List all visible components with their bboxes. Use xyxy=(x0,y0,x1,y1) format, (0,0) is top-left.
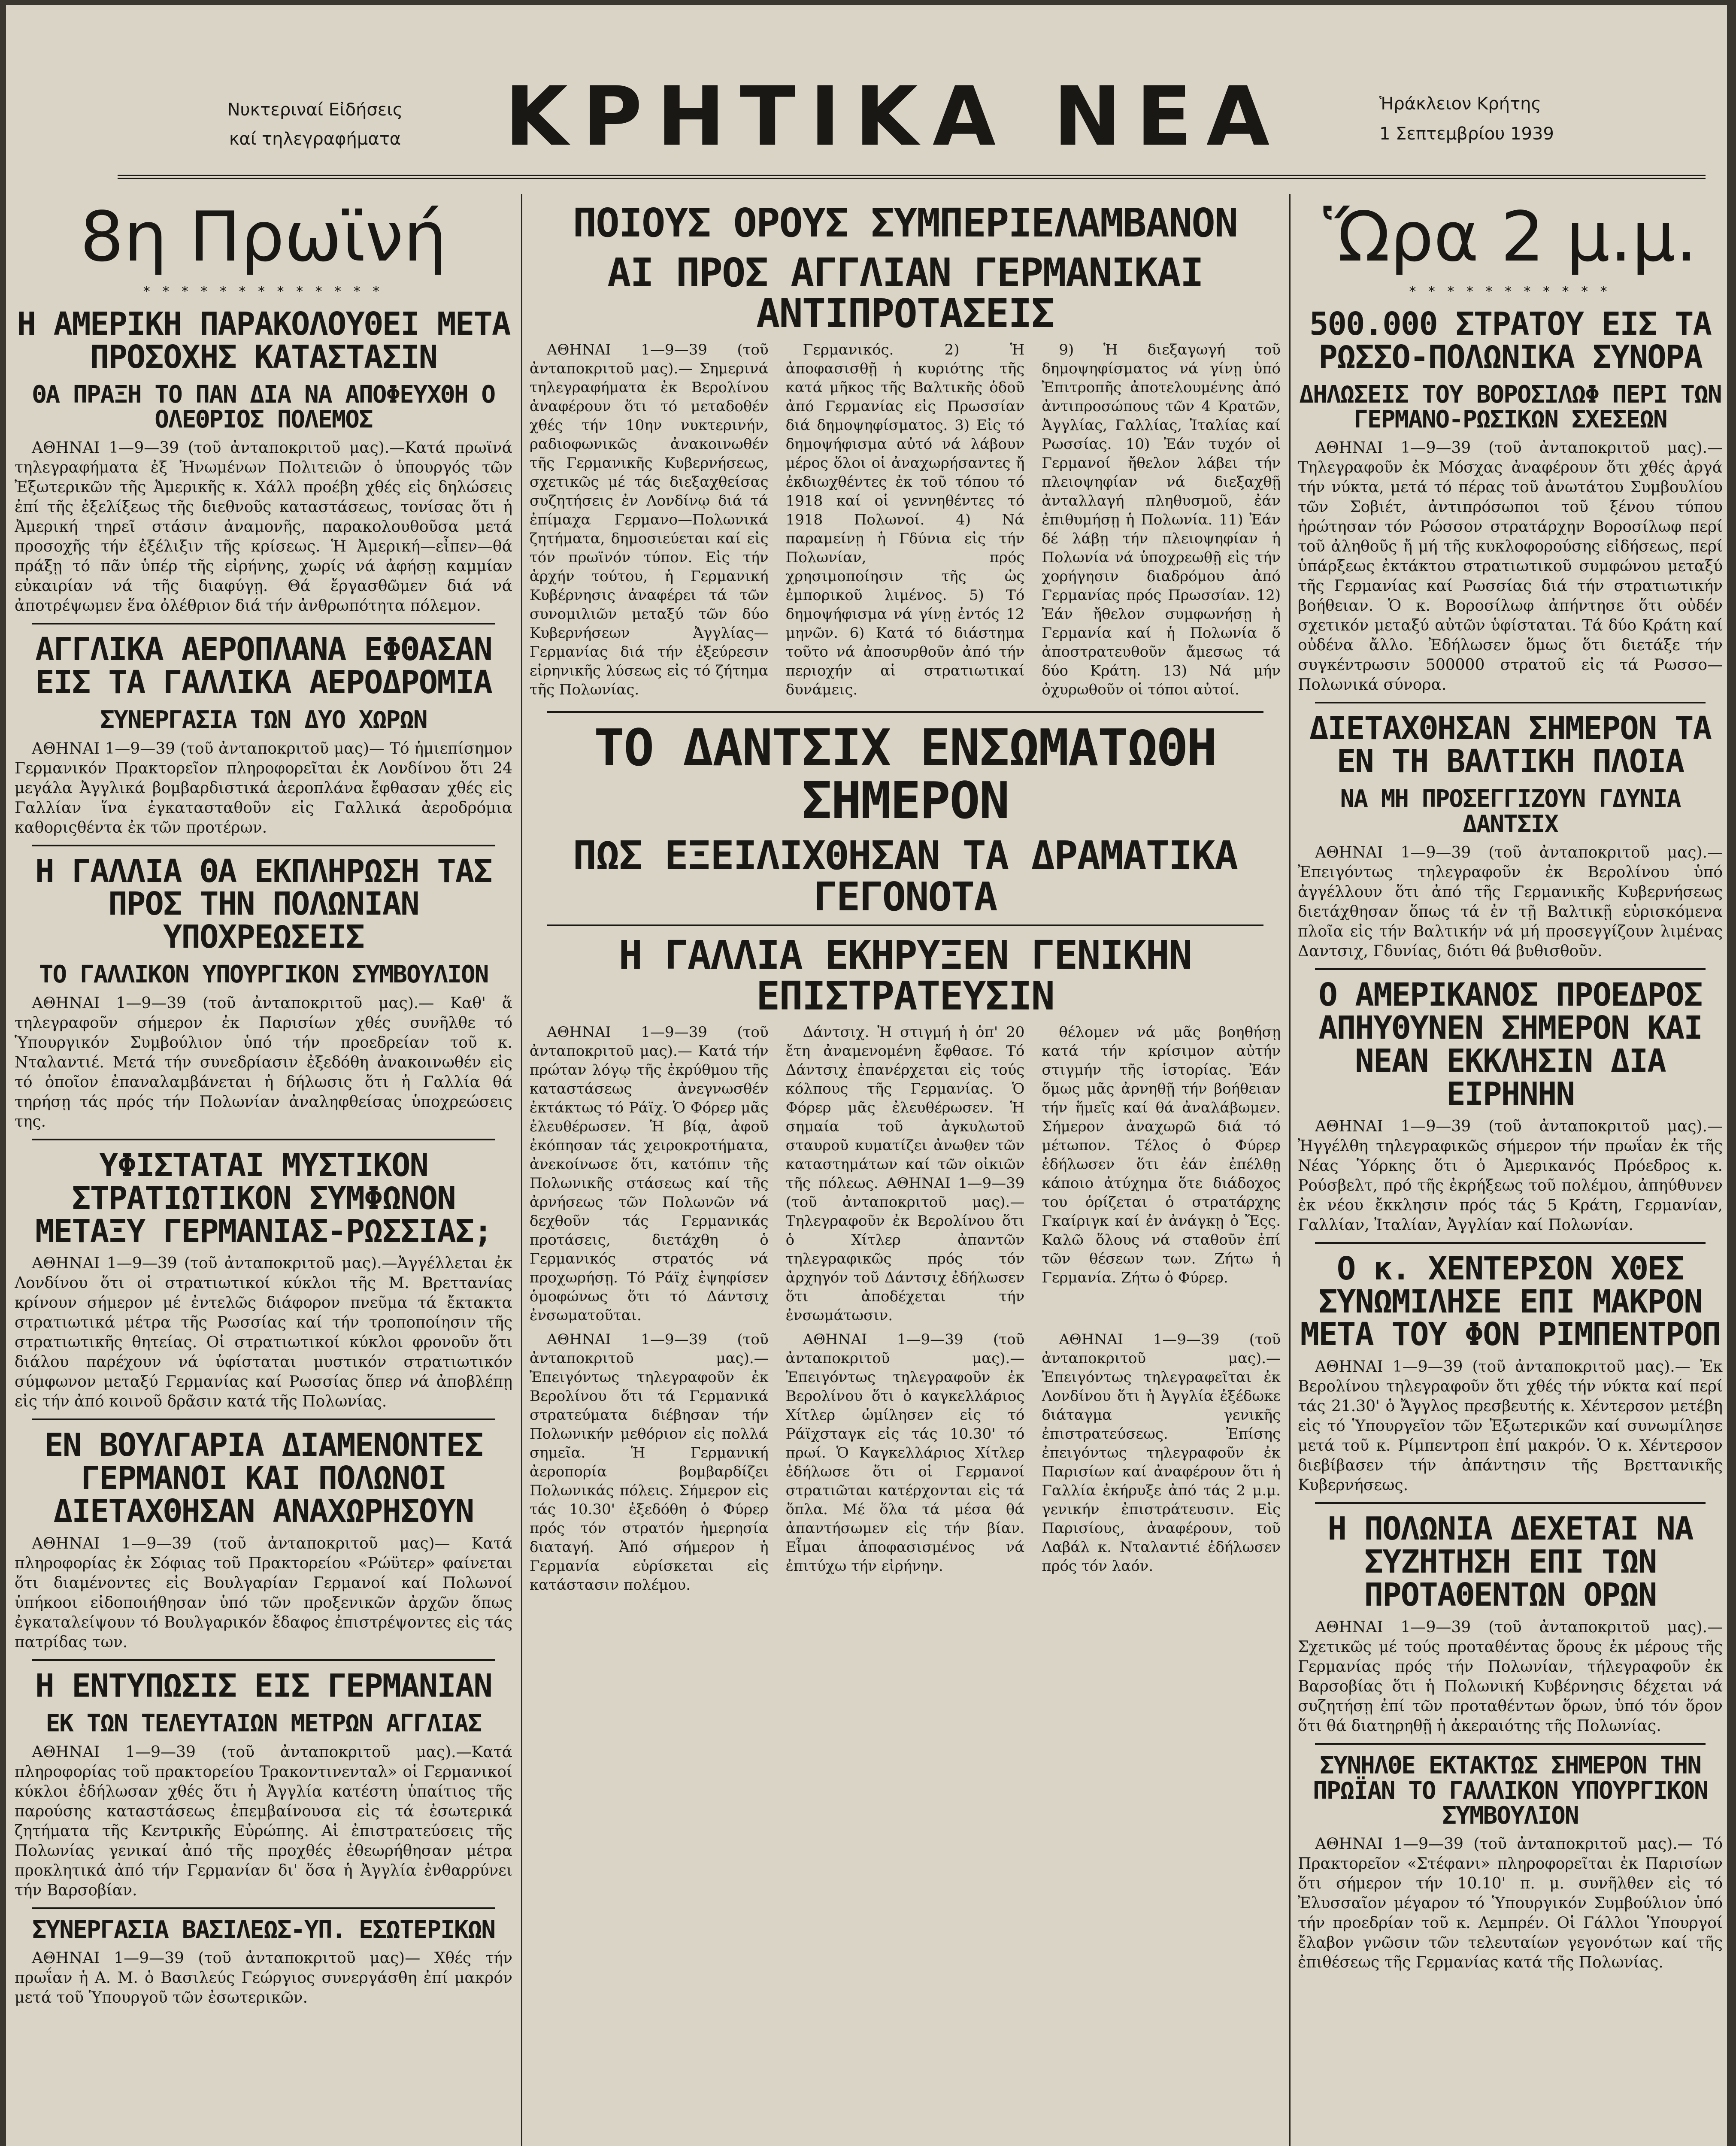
article-headline: 500.000 ΣΤΡΑΤΟΥ ΕΙΣ ΤΑ ΡΩΣΣΟ-ΠΟΛΩΝΙΚΑ ΣΥΝΟΡΑ xyxy=(1309,306,1712,376)
article-headline: Η ΓΑΛΛΙΑ ΕΚΗΡΥΞΕΝ ΓΕΝΙΚΗΝ ΕΠΙΣΤΡΑΤΕΥΣΙΝ xyxy=(618,932,1192,1019)
article-body: ΑΘΗΝΑΙ 1—9—39 (τοῦ ἀνταποκριτοῦ μας)— Κατά πληροφορίας ἐκ Σόφιας τοῦ Πρακτορείου «Ρώϋτερ» φαίνεται ὅτι διαμένοντες εἰς Βουλγαρίαν Γερμανοί καί Πολωνοί ὑπήκοοι εἰδοποιήθησαν ὑπό τῶν προξενικῶν ἀρχῶν ὅπως ἐγκαταλείψουν τό Βουλγαρικόν ἔδαφος ἐπιστρέψοντες εἰς τάς πατρίδας των. xyxy=(15,1535,512,1652)
divider xyxy=(1315,1743,1706,1745)
article-headline: ΥΦΙΣΤΑΤΑΙ ΜΥΣΤΙΚΟΝ ΣΤΡΑΤΙΩΤΙΚΟΝ ΣΥΜΦΩΝΟΝ ΜΕΤΑΞΥ ΓΕΡΜΑΝΙΑΣ-ΡΩΣΣΙΑΣ; xyxy=(35,1146,492,1250)
masthead-left-line1: Νυκτεριναί Εἰδήσεις xyxy=(227,100,403,120)
newspaper-title: ΚΡΗΤΙΚΑ ΝΕΑ xyxy=(504,69,1285,164)
masthead-date: 1 Σεπτεμβρίου 1939 xyxy=(1379,124,1554,144)
edition-kicker: Ὥρα 2 μ.μ. xyxy=(1323,197,1697,277)
article-headline: Η ΓΑΛΛΙΑ ΘΑ ΕΚΠΛΗΡΩΣΗ ΤΑΣ ΠΡΟΣ ΤΗΝ ΠΟΛΩΝΙΑΝ ΥΠΟΧΡΕΩΣΕΙΣ xyxy=(35,852,492,956)
article-body: Δάντσιχ. Ἡ στιγμή ἡ ὁπ' 20 ἔτη ἀναμενομένη ἔφθασε. Τό Δάντσιχ ἐπανέρχεται εἰς τούς κόλπους τῆς Γερμανίας. Ὁ Φόρερ μᾶς ἐλευθέρωσεν. Ἡ σημαία τοῦ ἀγκυλωτοῦ σταυροῦ κυματίζει ἀνωθεν τῶν καταστημάτων καί τῶν οἰκιῶν τῆς πόλεως. ΑΘΗΝΑΙ 1—9—39 (τοῦ ἀνταποκριτοῦ μας).— Τηλεγραφοῦν ἐκ Βερολίνου ὅτι ὁ Χίτλερ ἀπαντῶν τηλεγραφικῶς πρός τόν ἀρχηγόν τοῦ Δάντσιχ ἐδήλωσεν ὅτι ἀποδέχεται τήν ἐνσωμάτωσιν. xyxy=(785,1024,1025,1325)
divider xyxy=(547,711,1263,713)
banner-subheadline: ΠΩΣ ΕΞΕΙΛΙΧΘΗΣΑΝ ΤΑ ΔΡΑΜΑΤΙΚΑ ΓΕΓΟΝΟΤΑ xyxy=(573,833,1238,920)
article-body: ΑΘΗΝΑΙ 1—9—39 (τοῦ ἀνταποκριτοῦ μας).— Ἐπειγόντως τηλεγραφοῦν ἐκ Βερολίνου ὅτι ὁ καγκελλάριος Χίτλερ ὡμίλησεν εἰς τό Ράϊχσταγκ εἰς τάς 10.30' τό πρωί. Ὁ Καγκελλάριος Χίτλερ ἐδήλωσε ὅτι οἱ Γερμανοί στρατιῶται κατέρχονται εἰς τά ὅπλα. Μέ ὅλα τά μέσα θά ἀπαντήσωμεν εἰς τήν βίαν. Εἶμαι ἀποφασισμένος νά ἐπιτύχω τήν εἰρήνην. xyxy=(785,1331,1025,1575)
lead-article xyxy=(530,340,1281,704)
masthead-location: Ἡράκλειον Κρήτης xyxy=(1379,94,1541,114)
masthead-left-line2: καί τηλεγραφήματα xyxy=(229,129,401,149)
article-body: 9) Ἡ διεξαγωγή τοῦ δημοψηφίσματος νά γίνῃ ὑπό Ἐπιτροπῆς ἀποτελουμένης ἀπό ἀντιπροσώπους τῶν 4 Κρατῶν, Ἀγγλίας, Γαλλίας, Ἰταλίας καί Ρωσσίας. 10) Ἐάν τυχόν οἱ Γερμανοί ἤθελον λάβει τήν πλειοψηφίαν νά διεξαχθῇ ἀνταλλαγή πληθυσμοῦ, ἐάν ἐπιθυμήσῃ ἡ Πολωνία. 11) Ἐάν δέ λάβῃ τήν πλειοψηφίαν ἡ Πολωνία νά ὑποχρεωθῇ εἰς τήν χορήγησιν διαδρόμου ἀπό Γερμανίας πρός Πρωσσίαν. 12) Ἐάν ἤθελον συμφωνήσῃ ἡ Γερμανία καί ἡ Πολωνία ὅ ἀποστρατευθοῦν ἄμεσως τά δύο Κράτη. 13) Νά μήν ὀχυρωθοῦν οἱ τόποι αὐτοί. xyxy=(1042,341,1281,699)
article-headline: Ο κ. ΧΕΝΤΕΡΣΟΝ ΧΘΕΣ ΣΥΝΩΜΙΛΗΣΕ ΕΠΙ ΜΑΚΡΟΝ ΜΕΤΑ ΤΟΥ ΦΟΝ ΡΙΜΠΕΝΤΡΟΠ xyxy=(1300,1250,1721,1353)
article-headline: ΔΙΕΤΑΧΘΗΣΑΝ ΣΗΜΕΡΟΝ ΤΑ ΕΝ ΤΗ ΒΑΛΤΙΚΗ ΠΛΟΙΑ xyxy=(1309,710,1712,780)
masthead xyxy=(6,5,1727,185)
lead-headline-line2: ΑΙ ΠΡΟΣ ΑΓΓΛΙΑΝ ΓΕΡΜΑΝΙΚΑΙ ΑΝΤΙΠΡΟΤΑΣΕΙΣ xyxy=(607,249,1203,337)
article-body: ΑΘΗΝΑΙ 1—9—39 (τοῦ ἀνταποκριτοῦ μας).— Τό Πρακτορεῖον «Στέφανι» πληροφορεῖται ἐκ Παρισίων ὅτι σήμερον τήν 10.10' π. μ. συνῆλθεν εἰς τό Ἐλυσσαῖον μέγαρον τό Ὑπουργικόν Συμβούλιον ὑπό τήν προεδρίαν τοῦ κ. Λεμπρέν. Οἱ Γάλλοι Ὑπουργοί ἔλαβον γνῶσιν τῶν τελευταίων γεγονότων καί τῆς ἐπιθέσεως τῆς Γερμανίας κατά τῆς Πολωνίας. xyxy=(1298,1835,1723,1971)
right-column xyxy=(1298,194,1723,2146)
masthead-rule xyxy=(118,175,1706,179)
article-headline: ΕΝ ΒΟΥΛΓΑΡΙΑ ΔΙΑΜΕΝΟΝΤΕΣ ΓΕΡΜΑΝΟΙ ΚΑΙ ΠΟΛΩΝΟΙ ΔΙΕΤΑΧΘΗΣΑΝ ΑΝΑΧΩΡΗΣΟΥΝ xyxy=(44,1427,483,1530)
divider xyxy=(1315,1502,1706,1504)
article-body: ΑΘΗΝΑΙ 1—9—39 (τοῦ ἀνταποκριτοῦ μας)— Χθές τήν πρωΐαν ἡ Α. Μ. ὁ Βασιλεύς Γεώργιος συνεργάσθη ἐπί μακρόν μετά τοῦ Ὑπουργοῦ τῶν ἐσωτερικῶν. xyxy=(15,1949,512,2007)
column-rule xyxy=(1289,194,1291,2146)
left-column xyxy=(15,194,512,2146)
article-subheadline: ΘΑ ΠΡΑΞΗ ΤΟ ΠΑΝ ΔΙΑ ΝΑ ΑΠΟΦΕΥΧΘΗ Ο ΟΛΕΘΡΙΟΣ ΠΟΛΕΜΟΣ xyxy=(32,380,495,434)
article-body: ΑΘΗΝΑΙ 1—9—39 (τοῦ ἀνταποκριτοῦ μας).—Ἀγγέλλεται ἐκ Λονδίνου ὅτι οἱ στρατιωτικοί κύκλοι τῆς Μ. Βρεττανίας κρίνουν σήμερον μέ ἐντελῶς διάφορον πνεῦμα τά ἔκτακτα στρατιωτικά μέτρα τῆς Ρωσσίας καί τήν τροποποίησιν τῆς στρατιωτικῆς θητείας. Οἱ στρατιωτικοί κύκλοι φρονοῦν ὅτι διάλου παρέχουν νά ὑφίσταται μυστικόν στρατιωτικόν σύμφωνον μεταξύ Γερμανίας καί Ρωσσίας ὅπερ νά ἀποβλέπῃ εἰς τήν ἀπό κοινοῦ δρᾶσιν κατά τῆς Πολωνίας. xyxy=(15,1255,512,1411)
article-body: θέλομεν νά μᾶς βοηθήσῃ κατά τήν κρίσιμον αὐτήν στιγμήν τῆς ἱστορίας. Ἐάν ὅμως μᾶς ἀρνηθῇ τήν βοήθειαν τήν ἥμεῖς καί θά ἀναλάβωμεν. Σήμερον ἀναχωρῶ διά τό μέτωπον. Τέλος ὁ Φύρερ ἐδήλωσεν ὅτι ἐάν ἐπέλθῃ κάποιο ἀτύχημα ὅτε διάδοχος του ὁρίζεται ὁ στρατάρχης Γκαίριγκ καί ἐν ἀνάγκῃ ὁ Ἔςς. Καλῶ ὅλους νά σταθοῦν ἐπί τῶν θέσεων των. Ζήτω ἡ Γερμανία. Ζήτω ὁ Φύρερ. xyxy=(1042,1024,1281,1287)
article-subheadline: ΣΥΝΕΡΓΑΣΙΑ ΤΩΝ ΔΥΟ ΧΩΡΩΝ xyxy=(100,706,427,734)
masthead-right xyxy=(1379,89,1620,149)
column-rule xyxy=(521,194,522,2146)
danzig-article xyxy=(530,1023,1281,1330)
article-body: Γερμανικός. 2) Ἡ ἀποφασισθῇ ἡ κυριότης τῆς κατά μῆκος τῆς Βαλτικῆς ὁδοῦ ἀπό Γερμανίας εἰς Πρωσσίαν διά δημοψηφίσματος. 3) Εἰς τό δημοψήφισμα αὐτό νά λάβουν μέρος ὅλοι οἱ ἀναχωρήσαντες ἤ ἐκδιωχθέντες ἐκ τοῦ τόπου τό 1918 καί οἱ γεννηθέντες τό 1918 Πολωνοί. 4) Νά παραμείνῃ ἡ Γδύνια εἰς τήν Πολωνίαν, πρός χρησιμοποίησιν τῆς ὡς ἐμπορικοῦ λιμένος. 5) Τό δημοψήφισμα νά γίνῃ ἐντός 12 μηνῶν. 6) Κατά τό διάστημα τοῦτο νά ἀποσυρθοῦν ἀπό τήν περιοχήν αἱ στρατιωτικαί δυνάμεις. xyxy=(785,341,1025,699)
banner-headline: ΤΟ ΔΑΝΤΣΙΧ ΕΝΣΩΜΑΤΩΘΗ ΣΗΜΕΡΟΝ xyxy=(594,718,1216,830)
article-headline: Η ΠΟΛΩΝΙΑ ΔΕΧΕΤΑΙ ΝΑ ΣΥΖΗΤΗΣΗ ΕΠΙ ΤΩΝ ΠΡΟΤΑΘΕΝΤΩΝ ΟΡΩΝ xyxy=(1327,1510,1693,1614)
article-body: ΑΘΗΝΑΙ 1—9—39 (τοῦ ἀνταποκριτοῦ μας).—Τηλεγραφοῦν ἐκ Μόσχας ἀναφέρουν ὅτι χθές ἀργά τήν νύκτα, μετά τό πέρας τοῦ ἀνωτάτου Συμβουλίου τῶν Σοβιέτ, ἀντιπρόσωποι τοῦ ξένου τύπου ἠρώτησαν τόν Ρώσσον στρατάρχην Βοροσίλωφ περί τοῦ ἀληθοῦς ἤ μή τῆς κυκλοφορούσης εἰδήσεως, περί ὑπάρξεως ἐκτάκτου στρατιωτικοῦ συμφώνου μεταξύ τῆς Γερμανίας καί Ρωσσίας διά τήν στρατιωτικήν βοήθειαν. Ὁ κ. Βοροσίλωφ ἀπήντησε ὅτι οὐδέν σχετικόν μεταξύ αὐτῶν ὑφίσταται. Τά δύο Κράτη καί οὐδένα ἄλλο. Ἐδήλωσεν ὅμως ὅτι διετάξε τήν συγκέντρωσιν 500000 στρατοῦ εἰς τά Ρωσσο—Πολωνικά σύνορα. xyxy=(1298,439,1723,694)
article-subheadline: ΝΑ ΜΗ ΠΡΟΣΕΓΓΙΖΟΥΝ ΓΔΥΝΙΑ ΔΑΝΤΣΙΧ xyxy=(1340,785,1681,838)
divider xyxy=(32,623,495,624)
article-body: ΑΘΗΝΑΙ 1—9—39 (τοῦ ἀνταποκριτοῦ μας).—Κατά πληροφορίας τοῦ πρακτορείου Τρακοντινενταλ» οἱ Γερμανικοί κύκλοι ἐδήλωσαν χθές ὅτι ἡ Ἀγγλία κατέστη ὑπαίτιος τῆς παρούσης καταστάσεως ἐπεμβαίνουσα εἰς τά ἐσωτερικά ζητήματα τῆς Κεντρικῆς Εὐρώπης. Αἱ ἐπιστρατεύσεις τῆς Πολωνίας γενικαί ἀπό τῆς προχθές ἐθεωρήθησαν μέτρα προκλητικά ἀπό τήν Γερμανίαν δι' ὅσα ἡ Ἀγγλία ἐνθαρρύνει τήν Βαρσοβίαν. xyxy=(15,1743,512,1899)
divider xyxy=(32,1419,495,1420)
divider: * * * * * * * * * * * xyxy=(1409,284,1612,299)
article-body: ΑΘΗΝΑΙ 1—9—39 (τοῦ ἀνταποκριτοῦ μας).—Ἠγγέλθη τηλεγραφικῶς σήμερον τήν πρωΐαν ἐκ τῆς Νέας Ὑόρκης ὅτι ὁ Ἀμερικανός Πρόεδρος κ. Ρούσβελτ, πρό τῆς ἐκρήξεως τοῦ πολέμου, ἀπηύθυνεν ἐκ νέου ἔκκλησιν πρός τάς 5 Κράτη, Γερμανίαν, Γαλλίαν, Ἰταλίαν, Ἀγγλίαν καί Πολωνίαν. xyxy=(1298,1117,1723,1234)
divider xyxy=(32,1659,495,1661)
divider xyxy=(1315,968,1706,970)
article-body: ΑΘΗΝΑΙ 1—9—39 (τοῦ ἀνταποκριτοῦ μας).— Κατά τήν πρώταν λόγῳ τῆς ἐκρύθμου τῆς καταστάσεως ἀνεγνωσθέν ἐκτάκτως τό Ράϊχ. Ὁ Φόρερ μᾶς ἐλευθέρωσεν. Ἡ βίᾳ, ἀφοῦ ἐκόπησαν τάς χειροκροτήματα, ἀνεκοίνωσε ὅτι, κατόπιν τῆς Πολωνικῆς στάσεως καί τῆς ἀρνήσεως τῶν Πολωνῶν νά δεχθοῦν τάς Γερμανικάς προτάσεις, διετάχθη ὁ Γερμανικός στρατός νά προχωρήσῃ. Τό Ράϊχ ἐψηφίσεν ὁμοφώνως ὅτι τό Δάντσιχ ἐνσωματοῦται. xyxy=(530,1024,769,1325)
article-headline: ΣΥΝΕΡΓΑΣΙΑ ΒΑΣΙΛΕΩΣ-ΥΠ. ΕΣΩΤΕΡΙΚΩΝ xyxy=(32,1916,495,1944)
lead-headline: ΠΟΙΟΥΣ ΟΡΟΥΣ ΣΥΜΠΕΡΙΕΛΑΜΒΑΝΟΝ xyxy=(573,200,1238,246)
divider: * * * * * * * * * * * * * xyxy=(143,284,384,299)
divider xyxy=(547,924,1263,926)
article-headline: Η ΑΜΕΡΙΚΗ ΠΑΡΑΚΟΛΟΥΘΕΙ ΜΕΤΑ ΠΡΟΣΟΧΗΣ ΚΑΤΑΣΤΑΣΙΝ xyxy=(17,306,510,376)
article-headline: ΣΥΝΗΛΘΕ ΕΚΤΑΚΤΩΣ ΣΗΜΕΡΟΝ ΤΗΝ ΠΡΩΪΑΝ ΤΟ ΓΑΛΛΙΚΟΝ ΥΠΟΥΡΓΙΚΟΝ ΣΥΜΒΟΥΛΙΟΝ xyxy=(1313,1752,1708,1830)
newspaper-page xyxy=(6,5,1727,2146)
article-headline: Ο ΑΜΕΡΙΚΑΝΟΣ ΠΡΟΕΔΡΟΣ ΑΠΗΥΘΥΝΕΝ ΣΗΜΕΡΟΝ ΚΑΙ ΝΕΑΝ ΕΚΚΛΗΣΙΝ ΔΙΑ ΕΙΡΗΝΗΝ xyxy=(1318,976,1702,1112)
center-column xyxy=(530,194,1281,2146)
article-body: ΑΘΗΝΑΙ 1—9—39 (τοῦ ἀνταποκριτοῦ μας).— Σημερινά τηλεγραφήματα ἐκ Βερολίνου ἀναφέρουν ὅτι τό μεταδοθέν χθές τήν 10ην νυκτερινήν, ραδιοφωνικῶς ἀνακοινωθέν τῆς Γερμανικῆς Κυβερνήσεως, σχετικῶς μέ τάς διεξαχθείσας συζητήσεις ἐν Λονδίνῳ διά τά ἐπίμαχα Γερμανο—Πολωνικά ζητήματα, δημοσιεύεται καί εἰς τόν πρωϊνόν τύπον. Εἰς τήν ἀρχήν τούτου, ἡ Γερμανική Κυβέρνησις ἀναφέρει τά τῶν συνομιλιῶν μεταξύ τῶν δύο Κυβερνήσεων Ἀγγλίας—Γερμανίας διά τήν ἐξεύρεσιν εἰρηνικῆς λύσεως εἰς τό ζήτημα τῆς Πολωνίας. xyxy=(530,341,769,699)
article-headline: ΑΓΓΛΙΚΑ ΑΕΡΟΠΛΑΝΑ ΕΦΘΑΣΑΝ ΕΙΣ ΤΑ ΓΑΛΛΙΚΑ ΑΕΡΟΔΡΟΜΙΑ xyxy=(35,631,492,701)
divider xyxy=(1315,1242,1706,1244)
article-body: ΑΘΗΝΑΙ 1—9—39 (τοῦ ἀνταποκριτοῦ μας).— Σχετικῶς μέ τούς προταθέντας ὅρους ἐκ μέρους τῆς Γερμανίας πρός τήν Πολωνίαν, τήλεγραφοῦν ἐκ Βαρσοβίας ὅτι ἡ Πολωνική Κυβέρνησις δέχεται νά συζητήσῃ ἐπί τῶν προταθέντων ὅρων, ὑπό τόν ὅρον ὅτι θά διατηρηθῇ ἡ ἀκεραιότης τῆς Πολωνίας. xyxy=(1298,1619,1723,1735)
article-body: ΑΘΗΝΑΙ 1—9—39 (τοῦ ἀνταποκριτοῦ μας).—Κατά πρωϊνά τηλεγραφήματα ἐξ Ἡνωμένων Πολιτειῶν ὁ ὑπουργός τῶν Ἐξωτερικῶν τῆς Ἀμερικῆς κ. Χάλλ προέβη χθές εἰς δηλώσεις ἐπί τῆς ἐξελίξεως τῆς διεθνοῦς καταστάσεως, τονίσας ὅτι ἡ Ἀμερική τηρεῖ στάσιν ἀναμονῆς, παρακολουθοῦσα μετά προσοχῆς τήν ἐξέλιξιν τῆς κρίσεως. Ἡ Ἀμερική—εἶπεν—θά πράξῃ τό πᾶν ὑπέρ τῆς εἰρήνης, χωρίς νά ἀφήσῃ καμμίαν εὐκαιρίαν νά τῆς διαφύγῃ. Θά ἔργασθῶμεν διά νά ἀποτρέψωμεν ἕνα ὀλέθριον διά τήν ἀνθρωπότητα πόλεμον. xyxy=(15,439,512,615)
article-subheadline: ΕΚ ΤΩΝ ΤΕΛΕΥΤΑΙΩΝ ΜΕΤΡΩΝ ΑΓΓΛΙΑΣ xyxy=(45,1710,482,1738)
divider xyxy=(32,1907,495,1909)
divider xyxy=(32,1139,495,1140)
article-body: ΑΘΗΝΑΙ 1—9—39 (τοῦ ἀνταποκριτοῦ μας).— Ἐπειγόντως τηλεγραφεῖται ἐκ Λονδίνου ὅτι ἡ Ἀγγλία ἐξέδωκε διάταγμα γενικῆς ἐπιστρατεύσεως. Ἐπίσης ἐπειγόντως τηλεγραφοῦν ἐκ Παρισίων καί ἀναφέρουν ὅτι ἡ Γαλλία ἐκήρυξε ἀπό τάς 2 μ.μ. γενικήν ἐπιστράτευσιν. Εἰς Παρισίους, ἀναφέρουν, τοῦ Λαβάλ κ. Νταλαντιέ ἐδήλωσεν πρός τόν λαόν. xyxy=(1042,1331,1281,1575)
article-body: ΑΘΗΝΑΙ 1—9—39 (τοῦ ἀνταποκριτοῦ μας).— Ἐκ Βερολίνου τηλεγραφοῦν ὅτι χθές τήν νύκτα καί περί τάς 21.30' ὁ Ἄγγλος πρεσβευτής κ. Χέντερσον μετέβη εἰς τό Ὑπουργεῖον τῶν Ἐξωτερικῶν καί συνωμίλησε μετά τοῦ κ. Ρίμπεντροπ ἐπί μακρόν. Ὁ κ. Χέντερσον διεβίβασεν τήν ἀπάντησιν τῆς Βρεττανικῆς Κυβερνήσεως. xyxy=(1298,1358,1723,1494)
mobilization-article xyxy=(530,1330,1281,1600)
edition-kicker: 8η Πρωϊνή xyxy=(80,197,447,277)
article-body: ΑΘΗΝΑΙ 1—9—39 (τοῦ ἀνταποκριτοῦ μας).—Ἐπειγόντως τηλεγραφοῦν ἐκ Βερολίνου ὑπό ἀγγέλλουν ὅτι ἀπό τῆς Γερμανικῆς Κυβερνήσεως διετάχθησαν ὅπως τά ἐν τῇ Βαλτικῇ εὑρισκόμενα πλοῖα εἰς τήν Βαλτικήν νά μή προσεγγίζουν λιμένας Δαντσιχ, Γδυνίας, διότι θά βυθισθοῦν. xyxy=(1298,843,1723,960)
article-headline: Η ΕΝΤΥΠΩΣΙΣ ΕΙΣ ΓΕΡΜΑΝΙΑΝ xyxy=(35,1667,492,1705)
masthead-left xyxy=(161,95,470,154)
article-body: ΑΘΗΝΑΙ 1—9—39 (τοῦ ἀνταποκριτοῦ μας)— Τό ἡμιεπίσημον Γερμανικόν Πρακτορεῖον πληροφορεῖται ἐκ Λονδίνου ὅτι 24 μεγάλα Ἀγγλικά βομβαρδιστικά ἀεροπλάνα ἔφθασαν χθές εἰς Γαλλίαν ἵνα ἐγκατασταθοῦν εἰς Γαλλικά ἀεροδρόμια καθοριςθέντα ἐκ τῶν προτέρων. xyxy=(15,740,512,837)
divider xyxy=(1315,702,1706,703)
article-body: ΑΘΗΝΑΙ 1—9—39 (τοῦ ἀνταποκριτοῦ μας).— Καθ' ἅ τηλεγραφοῦν σήμερον ἐκ Παρισίων χθές συνῆλθε τό Ὑπουργικόν Συμβούλιον ὑπό τήν προεδρείαν τοῦ κ. Νταλαντιέ. Μετά τήν συνεδρίασιν ἐξεδόθη ἀνακοινωθέν εἰς τό ὁποῖον ἐπαναλαμβάνεται ἡ δήλωσις ὅτι ἡ Γαλλία θά τηρήσῃ τάς πρός τήν Πολωνίαν ἀναληφθείσας ὑποχρεώσεις της. xyxy=(15,994,512,1131)
article-subheadline: ΤΟ ΓΑΛΛΙΚΟΝ ΥΠΟΥΡΓΙΚΟΝ ΣΥΜΒΟΥΛΙΟΝ xyxy=(39,961,488,989)
article-subheadline: ΔΗΛΩΣΕΙΣ ΤΟΥ ΒΟΡΟΣΙΛΩΦ ΠΕΡΙ ΤΩΝ ΓΕΡΜΑΝΟ-ΡΩΣΙΚΩΝ ΣΧΕΣΕΩΝ xyxy=(1299,380,1721,434)
divider xyxy=(32,845,495,846)
article-body: ΑΘΗΝΑΙ 1—9—39 (τοῦ ἀνταποκριτοῦ μας).— Ἐπειγόντως τηλεγραφοῦν ἐκ Βερολίνου ὅτι τά Γερμανικά στρατεύματα διέβησαν τήν Πολωνικήν μεθόριον εἰς πολλά σημεῖα. Ἡ Γερμανική ἀεροπορία βομβαρδίζει Πολωνικάς πόλεις. Σήμερον εἰς τάς 10.30' ἐξεδόθη ὁ Φύρερ πρός τόν στρατόν ἡμερησία διαταγή. Ἀπό σήμερον ἡ Γερμανία εὑρίσκεται εἰς κατάστασιν πολέμου. xyxy=(530,1331,769,1594)
